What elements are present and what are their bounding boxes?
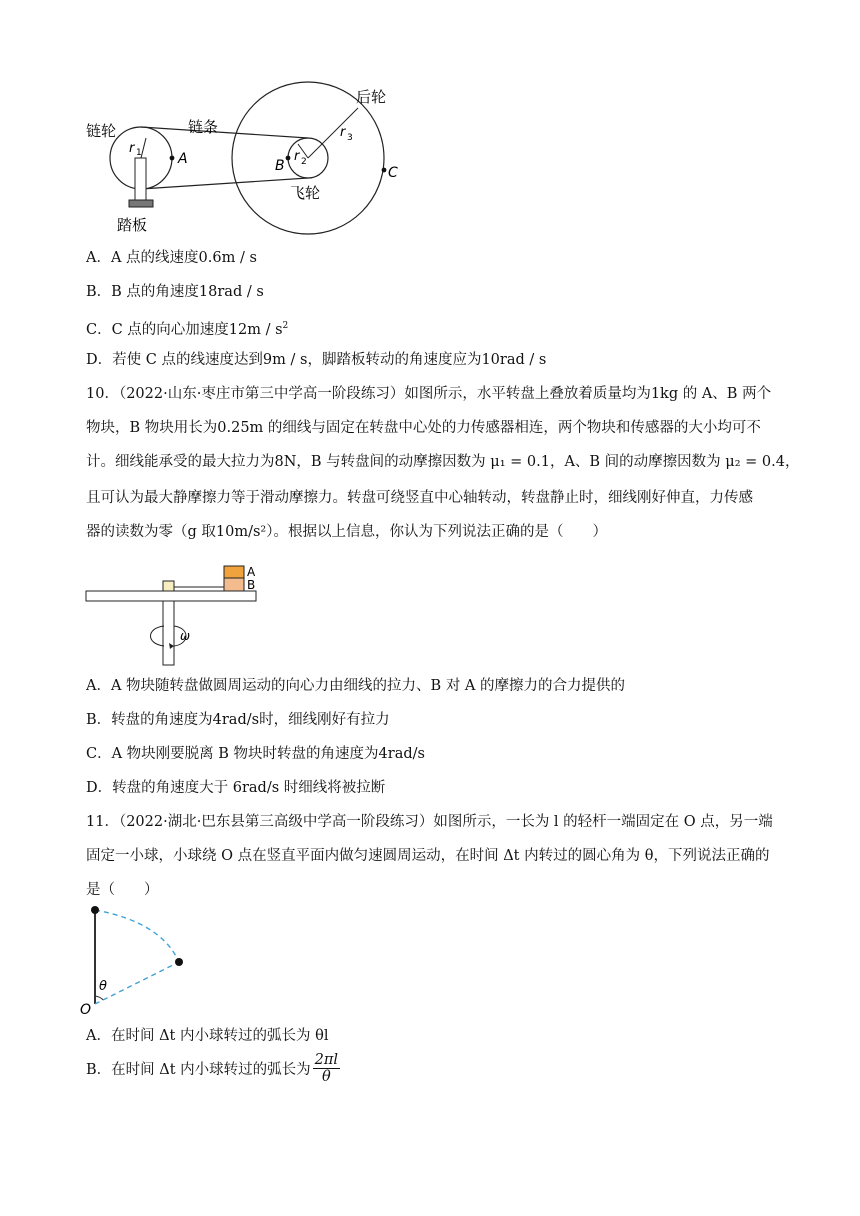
ball-end — [175, 958, 183, 966]
q10-option-b: B．转盘的角速度为4rad/s时，细线刚好有拉力 — [86, 712, 390, 728]
point-a-dot — [170, 156, 175, 161]
r1-sub: 1 — [136, 148, 142, 158]
r2-label: r — [294, 149, 300, 164]
q10-option-c: C．A 物块刚要脱离 B 物块时转盘的角速度为4rad/s — [86, 746, 425, 762]
q10-option-a: A．A 物块随转盘做圆周运动的向心力由细线的拉力、B 对 A 的摩擦力的合力提供的 — [86, 678, 626, 694]
angle-arc — [95, 996, 103, 1000]
r3-sub: 3 — [347, 133, 353, 143]
turntable-disk — [86, 591, 256, 601]
rod-ball-diagram — [76, 900, 196, 1022]
pedal-label: 踏板 — [117, 216, 148, 234]
q9-option-c-sup: 2 — [282, 321, 289, 331]
theta-label: θ — [99, 979, 107, 994]
pedal-shape — [129, 200, 153, 207]
r3-label: r — [340, 125, 346, 140]
block-b — [224, 578, 244, 591]
turntable-diagram — [80, 560, 280, 670]
q11-option-b-text: B．在时间 Δt 内小球转过的弧长为 — [86, 1062, 311, 1078]
q10-stem-line-1: 10．（2022·山东·枣庄市第三中学高一阶段练习）如图所示，水平转盘上叠放着质量均为1kg 的 A、B 两个 — [86, 386, 772, 402]
chain-top — [141, 127, 308, 138]
bicycle-chain-diagram — [80, 80, 410, 240]
fraction-denominator: θ — [322, 1069, 331, 1085]
r2-radius — [298, 144, 308, 158]
turntable-shaft — [163, 601, 174, 665]
point-o-label: O — [80, 1002, 92, 1018]
r1-label: r — [129, 141, 135, 156]
q9-option-c — [86, 316, 288, 340]
q11-option-b-fraction — [313, 1052, 340, 1085]
q11-stem-line-2: 固定一小球，小球绕 O 点在竖直平面内做匀速圆周运动，在时间 Δt 内转过的圆心角为 θ，下列说法正确的 — [86, 848, 770, 864]
q9-option-b: B．B 点的角速度18rad / s — [86, 284, 264, 300]
q10-stem-line-4: 且可认为最大静摩擦力等于滑动摩擦力。转盘可绕竖直中心轴转动，转盘静止时，细线刚好伸直，力传感 — [86, 490, 753, 506]
q11-option-a: A．在时间 Δt 内小球转过的弧长为 θl — [86, 1028, 329, 1044]
flywheel-label: 飞轮 — [290, 184, 321, 202]
point-b-label: B — [275, 158, 285, 174]
q11-stem-line-1: 11．（2022·湖北·巴东县第三高级中学高一阶段练习）如图所示，一长为 l 的轻杆一端固定在 O 点，另一端 — [86, 814, 773, 830]
rear-wheel-label: 后轮 — [356, 88, 387, 106]
point-c-label: C — [388, 165, 398, 181]
arc-path — [95, 910, 179, 962]
point-b-dot — [286, 156, 291, 161]
omega-label: ω — [180, 629, 191, 643]
block-a — [224, 566, 244, 578]
block-b-label: B — [247, 578, 256, 592]
force-sensor — [163, 581, 174, 591]
point-c-dot — [382, 168, 387, 173]
point-a-label: A — [178, 151, 188, 167]
q9-option-c-text: C．C 点的向心加速度12m / s — [86, 321, 283, 338]
crank-arm — [135, 158, 146, 200]
r2-sub: 2 — [301, 157, 307, 167]
q10-option-d: D．转盘的角速度大于 6rad/s 时细线将被拉断 — [86, 780, 386, 796]
q11-stem-line-3: 是（ ） — [86, 882, 159, 898]
q10-stem-line-3: 计。细线能承受的最大拉力为8N，B 与转盘间的动摩擦因数为 μ₁ = 0.1，A、B 间的动摩擦因数为 μ₂ = 0.4， — [86, 454, 800, 470]
sprocket-label: 链轮 — [86, 122, 117, 140]
radius-dashed — [95, 962, 179, 1004]
q9-option-d: D．若使 C 点的线速度达到9m / s，脚踏板转动的角速度应为10rad / s — [86, 352, 547, 368]
q10-stem-line-2: 物块，B 物块用长为0.25m 的细线与固定在转盘中心处的力传感器相连，两个物块和传感器的大小均可不 — [86, 420, 761, 436]
q9-option-a: A．A 点的线速度0.6m / s — [86, 250, 257, 266]
chain-bottom — [141, 178, 308, 189]
fraction-numerator: 2πl — [314, 1052, 339, 1068]
chain-label: 链条 — [188, 118, 219, 136]
block-a-label: A — [247, 565, 256, 579]
q11-option-b — [86, 1052, 340, 1085]
r1-radius — [141, 138, 146, 158]
ball-start — [91, 906, 99, 914]
q10-stem-line-5: 器的读数为零（g 取10m/s²）。根据以上信息，你认为下列说法正确的是（ ） — [86, 524, 607, 540]
